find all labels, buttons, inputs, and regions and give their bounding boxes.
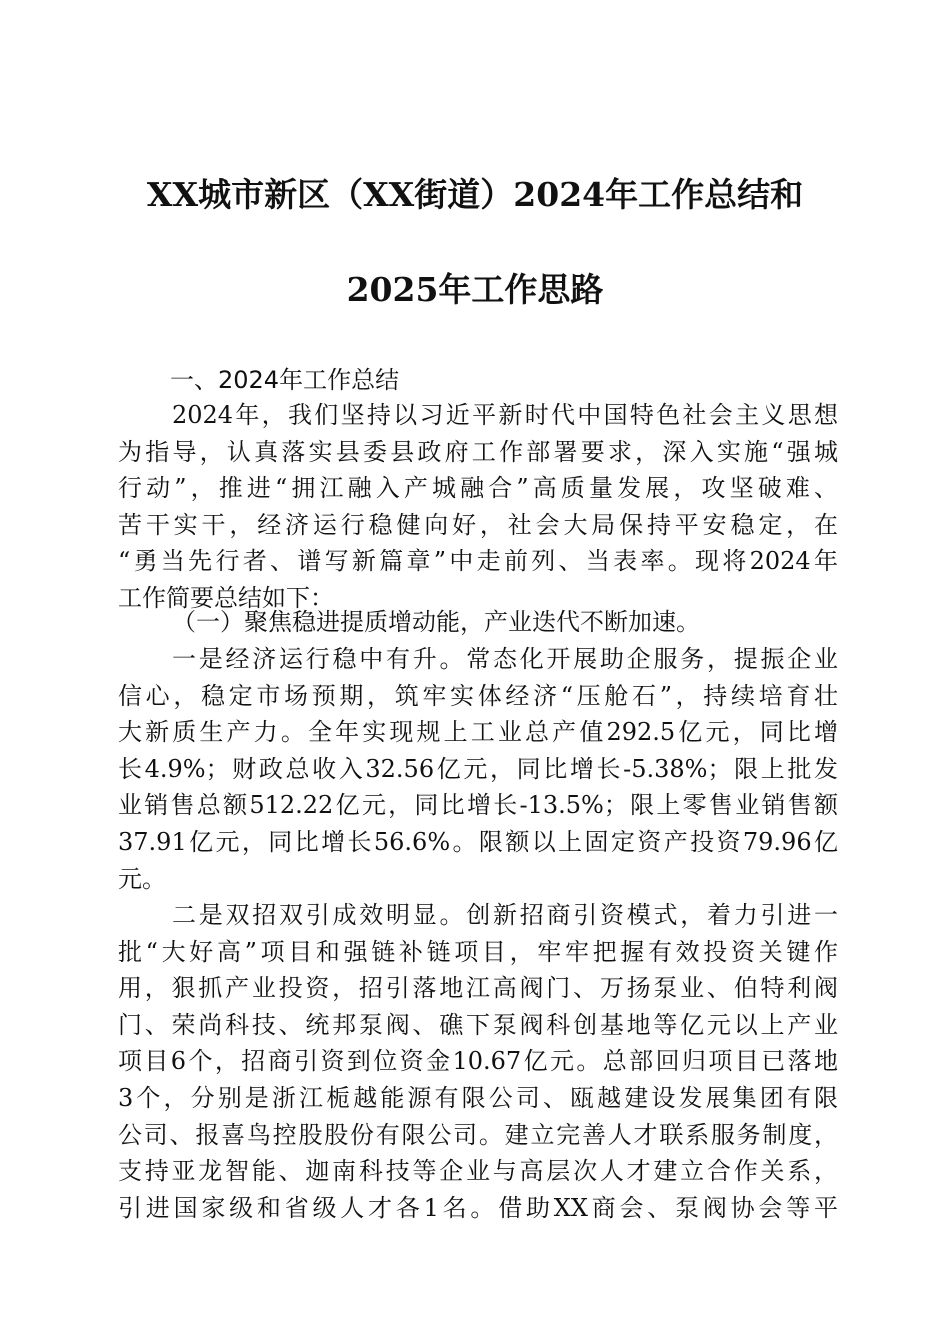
paragraph-line: 用，狠抓产业投资，招引落地江高阀门、万扬泵业、伯特利阀	[118, 974, 838, 1003]
document-title-line-2: 2025年工作思路	[346, 270, 604, 309]
paragraph-2	[118, 641, 838, 897]
paragraph-line: 业销售总额512.22亿元，同比增长-13.5%；限上零售业销售额	[118, 791, 838, 820]
paragraph-line: 支持亚龙智能、迦南科技等企业与高层次人才建立合作关系，	[118, 1157, 838, 1186]
paragraph-line: 公司、报喜鸟控股股份有限公司。建立完善人才联系服务制度，	[118, 1120, 838, 1149]
paragraph-line: 元。	[118, 864, 166, 893]
paragraph-line: 批“大好高”项目和强链补链项目，牢牢把握有效投资关键作	[118, 937, 838, 966]
document-title-line-1: XX城市新区（XX街道）2024年工作总结和	[146, 175, 804, 214]
paragraph-line: 2024年，我们坚持以习近平新时代中国特色社会主义思想	[172, 401, 838, 429]
paragraph-1	[118, 397, 838, 617]
paragraph-line: 信心，稳定市场预期，筑牢实体经济“压舱石”，持续培育壮	[118, 681, 838, 710]
paragraph-line: 长4.9%；财政总收入32.56亿元，同比增长-5.38%；限上批发	[118, 754, 838, 783]
paragraph-line: 门、荣尚科技、统邦泵阀、礁下泵阀科创基地等亿元以上产业	[118, 1010, 838, 1039]
paragraph-line: “勇当先行者、谱写新篇章”中走前列、当表率。现将2024年	[118, 547, 838, 576]
subsection-heading: （一）聚焦稳进提质增动能，产业迭代不断加速。	[172, 608, 700, 636]
paragraph-line: 苦干实干，经济运行稳健向好，社会大局保持平安稳定，在	[118, 510, 838, 539]
paragraph-line: 二是双招双引成效明显。创新招商引资模式，着力引进一	[172, 901, 838, 929]
paragraph-3	[118, 897, 838, 1226]
paragraph-line: 引进国家级和省级人才各1名。借助XX商会、泵阀协会等平	[118, 1193, 838, 1222]
paragraph-line: 大新质生产力。全年实现规上工业总产值292.5亿元，同比增	[118, 718, 838, 747]
paragraph-line: 3个，分别是浙江栀越能源有限公司、瓯越建设发展集团有限	[118, 1083, 838, 1112]
section-heading: 一、2024年工作总结	[170, 366, 400, 394]
paragraph-line: 37.91亿元，同比增长56.6%。限额以上固定资产投资79.96亿	[118, 827, 838, 856]
paragraph-line: 行动”，推进“拥江融入产城融合”高质量发展，攻坚破难、	[118, 474, 838, 503]
paragraph-line: 工作简要总结如下：	[118, 583, 334, 612]
paragraph-line: 一是经济运行稳中有升。常态化开展助企服务，提振企业	[172, 645, 838, 673]
paragraph-line: 为指导，认真落实县委县政府工作部署要求，深入实施“强城	[118, 437, 838, 466]
paragraph-line: 项目6个，招商引资到位资金10.67亿元。总部回归项目已落地	[118, 1047, 838, 1076]
